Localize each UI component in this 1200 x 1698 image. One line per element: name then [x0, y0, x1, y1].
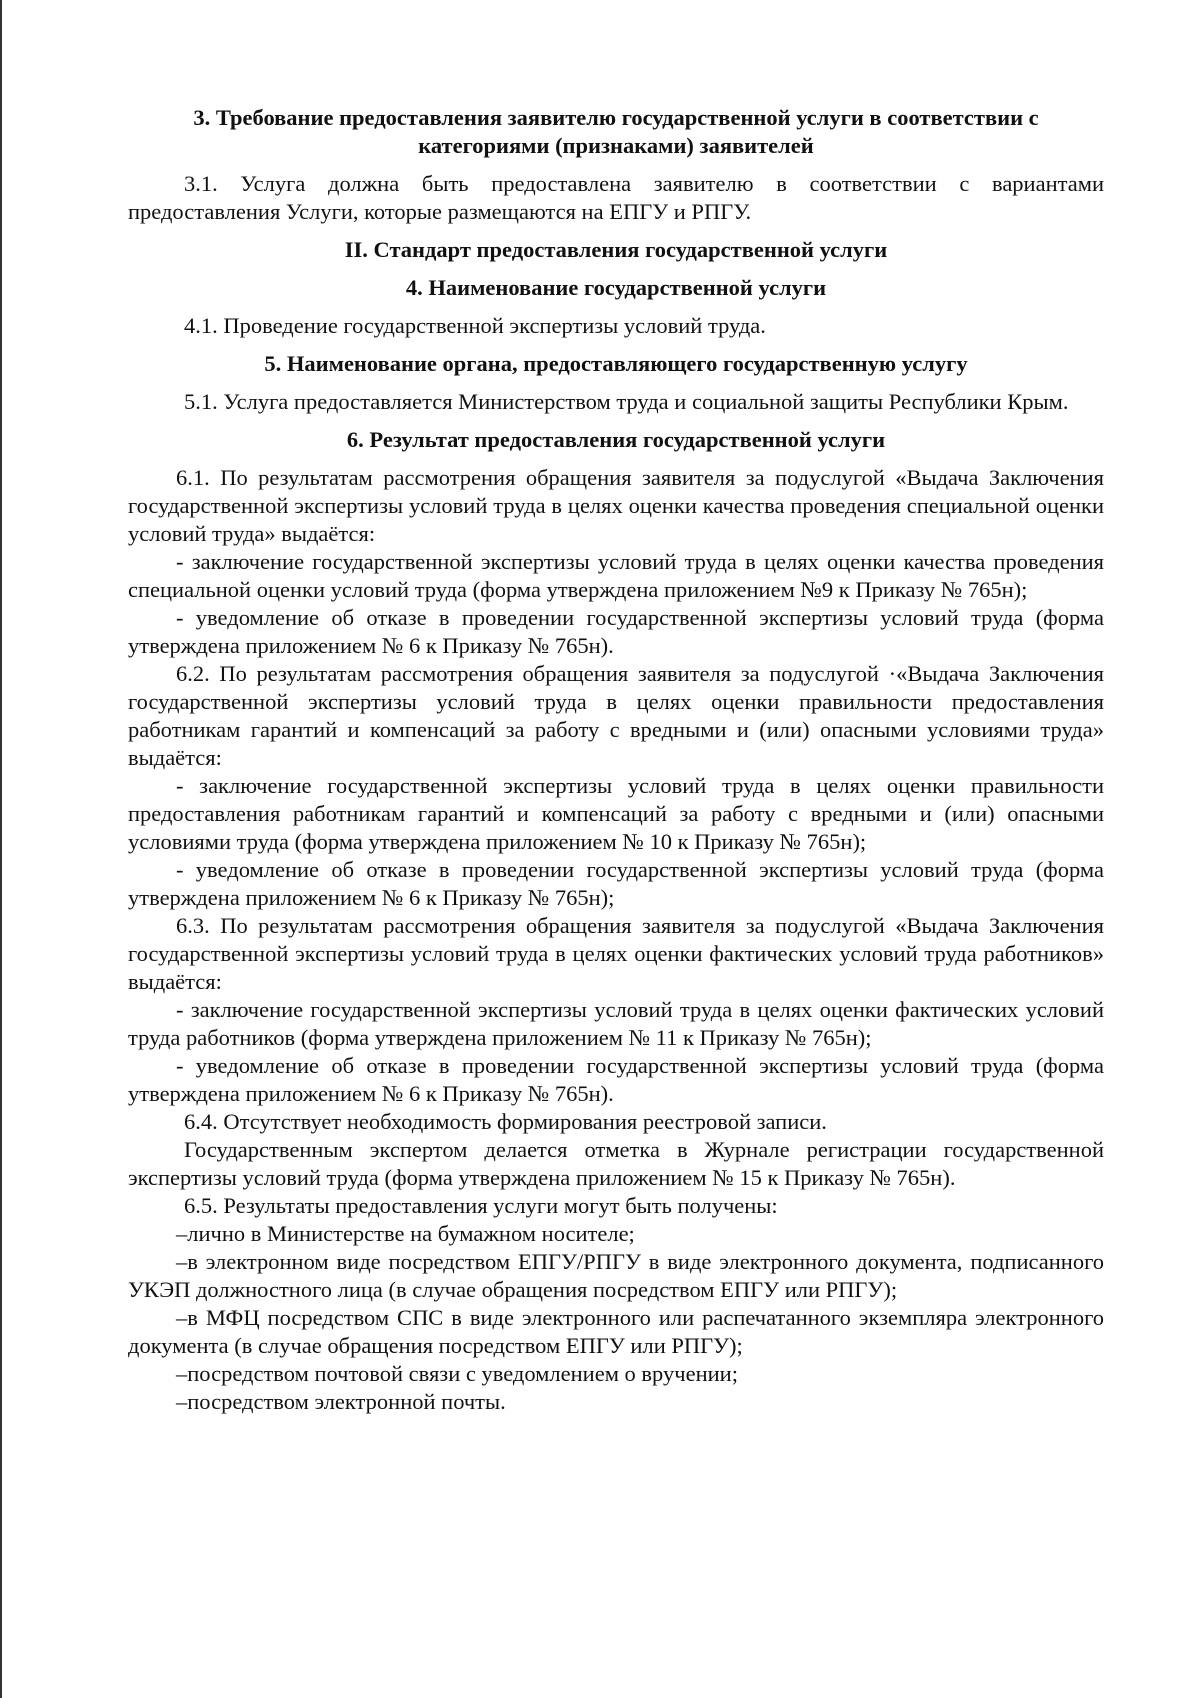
section-5-heading: 5. Наименование органа, предоставляющего государственную услугу	[264, 351, 968, 376]
part-2-heading: II. Стандарт предоставления государственной услуги	[344, 237, 888, 262]
paragraph-6-2: 6.2. По результатам рассмотрения обращения заявителя за подуслугой ·«Выдача Заключения государственной экспертизы условий труда в целях оценки правильности предоставления работникам гарантий и компенсаций за работу с вредными и (или) опасными условиями труда» выдаётся:	[128, 661, 1104, 770]
section-4-heading: 4. Наименование государственной услуги	[405, 275, 827, 300]
paragraph-6-1-item-a: - заключение государственной экспертизы условий труда в целях оценки качества проведения специальной оценки условий труда (форма утверждена приложением №9 к Приказу № 765н);	[128, 549, 1104, 602]
paragraph-6-5-item-d: –посредством почтовой связи с уведомлением о вручении;	[176, 1361, 738, 1386]
document-body	[128, 104, 1104, 1416]
paragraph-6-2-item-a: - заключение государственной экспертизы условий труда в целях оценки правильности предоставления работникам гарантий и компенсаций за работу с вредными и (или) опасными условиями труда (форма утверждена приложением № 10 к Приказу № 765н);	[128, 773, 1104, 854]
paragraph-6-1: 6.1. По результатам рассмотрения обращения заявителя за подуслугой «Выдача Заключения государственной экспертизы условий труда в целях оценки качества проведения специальной оценки условий труда» выдаётся:	[128, 465, 1104, 546]
paragraph-6-4: 6.4. Отсутствует необходимость формирования реестровой записи.	[184, 1109, 827, 1134]
paragraph-6-2-item-b: - уведомление об отказе в проведении государственной экспертизы условий труда (форма утверждена приложением № 6 к Приказу № 765н);	[128, 857, 1104, 910]
paragraph-6-3-item-b: - уведомление об отказе в проведении государственной экспертизы условий труда (форма утверждена приложением № 6 к Приказу № 765н).	[128, 1053, 1104, 1106]
paragraph-6-4-note: Государственным экспертом делается отметка в Журнале регистрации государственной экспертизы условий труда (форма утверждена приложением № 15 к Приказу № 765н).	[128, 1137, 1104, 1190]
paragraph-5-1: 5.1. Услуга предоставляется Министерством труда и социальной защиты Республики Крым.	[184, 389, 1069, 414]
paragraph-6-5: 6.5. Результаты предоставления услуги могут быть получены:	[184, 1193, 778, 1218]
paragraph-6-5-item-b: –в электронном виде посредством ЕПГУ/РПГУ в виде электронного документа, подписанного УКЭП должностного лица (в случае обращения посредством ЕПГУ или РПГУ);	[128, 1249, 1104, 1302]
section-6-heading: 6. Результат предоставления государственной услуги	[346, 427, 886, 452]
paragraph-4-1: 4.1. Проведение государственной экспертизы условий труда.	[184, 313, 766, 338]
paragraph-6-1-item-b: - уведомление об отказе в проведении государственной экспертизы условий труда (форма утверждена приложением № 6 к Приказу № 765н).	[128, 605, 1104, 658]
paragraph-6-3: 6.3. По результатам рассмотрения обращения заявителя за подуслугой «Выдача Заключения государственной экспертизы условий труда в целях оценки фактических условий труда работников» выдаётся:	[128, 913, 1104, 994]
paragraph-6-3-item-a: - заключение государственной экспертизы условий труда в целях оценки фактических условий труда работников (форма утверждена приложением № 11 к Приказу № 765н);	[128, 997, 1104, 1050]
paragraph-3-1: 3.1. Услуга должна быть предоставлена заявителю в соответствии с вариантами предоставления Услуги, которые размещаются на ЕПГУ и РПГУ.	[128, 171, 1104, 224]
paragraph-6-5-item-c: –в МФЦ посредством СПС в виде электронного или распечатанного экземпляра электронного документа (в случае обращения посредством ЕПГУ или РПГУ);	[128, 1305, 1104, 1358]
paragraph-6-5-item-e: –посредством электронной почты.	[176, 1389, 506, 1414]
paragraph-6-5-item-a: –лично в Министерстве на бумажном носителе;	[176, 1221, 635, 1246]
page-left-edge	[0, 0, 2, 1698]
section-3-heading: 3. Требование предоставления заявителю государственной услуги в соответствии с категориями (признаками) заявителей	[193, 105, 1039, 158]
